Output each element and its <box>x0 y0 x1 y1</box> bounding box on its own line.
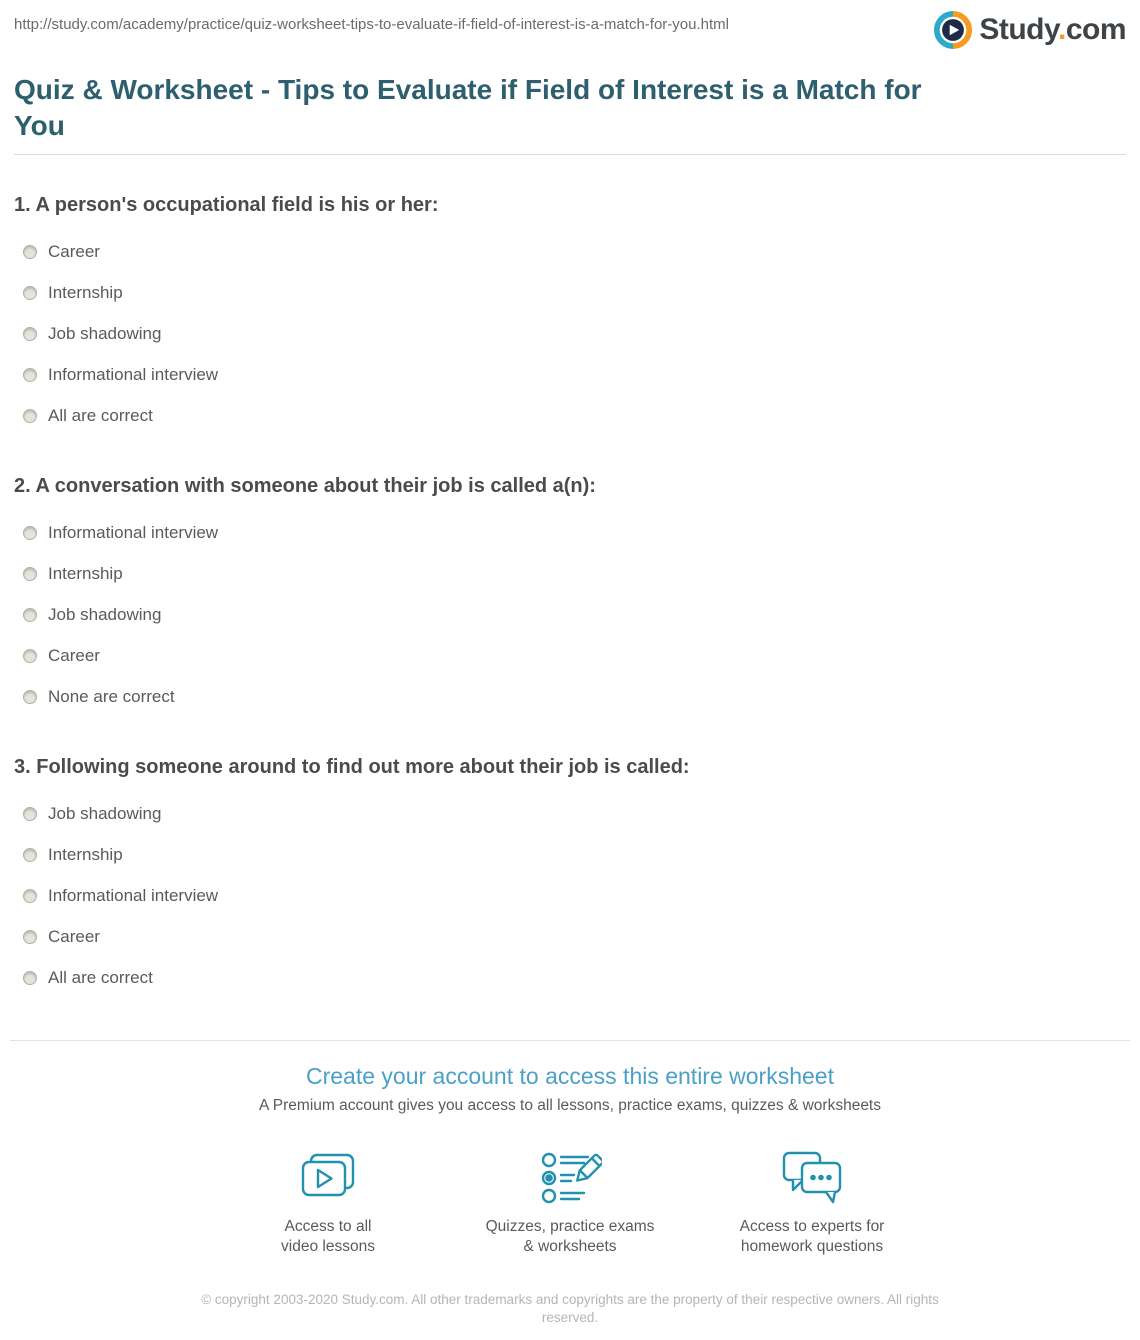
logo-word: Study <box>979 13 1058 46</box>
feature-expert-help <box>705 1143 919 1257</box>
question-1-heading <box>14 193 1126 217</box>
study-play-icon <box>934 11 972 49</box>
video-lessons-icon <box>221 1143 435 1207</box>
option-label[interactable]: Internship <box>48 845 123 864</box>
radio-button[interactable] <box>23 608 37 622</box>
radio-button[interactable] <box>23 409 37 423</box>
option-label[interactable]: None are correct <box>48 687 175 706</box>
option-row[interactable] <box>14 395 1126 436</box>
question-1-options <box>14 231 1126 436</box>
feature-label <box>705 1217 919 1257</box>
radio-button[interactable] <box>23 368 37 382</box>
feature-label-line1: Access to all <box>284 1218 372 1235</box>
option-row[interactable] <box>14 834 1126 875</box>
option-label[interactable]: Internship <box>48 564 123 583</box>
feature-label-line1: Quizzes, practice exams <box>485 1218 655 1235</box>
option-row[interactable] <box>14 957 1126 998</box>
create-account-link[interactable]: Create your account to access this entire worksheet <box>306 1063 834 1089</box>
premium-subheading: A Premium account gives you access to all lessons, practice exams, quizzes & worksheets <box>259 1097 881 1114</box>
feature-label <box>463 1217 677 1257</box>
feature-label-line2: video lessons <box>281 1238 375 1255</box>
page-url: http://study.com/academy/practice/quiz-worksheet-tips-to-evaluate-if-field-of-interest-is-a-match-for-you.html <box>14 16 729 33</box>
feature-label-line2: & worksheets <box>523 1238 617 1255</box>
question-text: Following someone around to find out more about their job is called: <box>36 756 690 778</box>
question-2-heading <box>14 474 1126 498</box>
radio-button[interactable] <box>23 526 37 540</box>
option-label[interactable]: Informational interview <box>48 523 219 542</box>
question-2 <box>14 474 1126 717</box>
question-number: 3. <box>14 756 31 778</box>
copyright-notice: © copyright 2003-2020 Study.com. All other trademarks and copyrights are the property of their respective owners. All rights reserved. <box>201 1292 939 1325</box>
experts-chat-icon <box>705 1143 919 1207</box>
option-row[interactable] <box>14 916 1126 957</box>
option-row[interactable] <box>14 512 1126 553</box>
cta-divider <box>10 1040 1130 1041</box>
feature-label <box>221 1217 435 1257</box>
option-row[interactable] <box>14 793 1126 834</box>
option-row[interactable] <box>14 313 1126 354</box>
option-row[interactable] <box>14 553 1126 594</box>
feature-label-line1: Access to experts for <box>739 1218 885 1235</box>
radio-button[interactable] <box>23 327 37 341</box>
option-label[interactable]: Career <box>48 927 100 946</box>
question-3-heading <box>14 755 1126 779</box>
option-label[interactable]: Informational interview <box>48 886 219 905</box>
radio-button[interactable] <box>23 690 37 704</box>
option-label[interactable]: All are correct <box>48 406 153 425</box>
study-logo[interactable] <box>934 10 1126 50</box>
feature-label-line2: homework questions <box>740 1238 884 1255</box>
question-2-options <box>14 512 1126 717</box>
page-title: Quiz & Worksheet - Tips to Evaluate if Field of Interest is a Match for You <box>14 74 922 141</box>
question-text: A conversation with someone about their job is called a(n): <box>35 475 596 497</box>
question-number: 1. <box>14 194 31 216</box>
option-label[interactable]: Job shadowing <box>48 605 162 624</box>
option-row[interactable] <box>14 231 1126 272</box>
quizzes-worksheets-icon <box>463 1143 677 1207</box>
radio-button[interactable] <box>23 567 37 581</box>
option-label[interactable]: Internship <box>48 283 123 302</box>
question-3-options <box>14 793 1126 998</box>
option-row[interactable] <box>14 594 1126 635</box>
radio-button[interactable] <box>23 807 37 821</box>
radio-button[interactable] <box>23 245 37 259</box>
question-1 <box>14 193 1126 436</box>
option-label[interactable]: Career <box>48 646 100 665</box>
logo-dot: . <box>1057 13 1066 46</box>
radio-button[interactable] <box>23 649 37 663</box>
question-3 <box>14 755 1126 998</box>
option-row[interactable] <box>14 875 1126 916</box>
radio-button[interactable] <box>23 971 37 985</box>
option-label[interactable]: Career <box>48 242 100 261</box>
question-text: A person's occupational field is his or her: <box>35 194 439 216</box>
radio-button[interactable] <box>23 286 37 300</box>
feature-video-lessons <box>221 1143 435 1257</box>
feature-quizzes-worksheets <box>463 1143 677 1257</box>
option-row[interactable] <box>14 272 1126 313</box>
option-label[interactable]: Job shadowing <box>48 804 162 823</box>
option-label[interactable]: All are correct <box>48 968 153 987</box>
cta-section <box>0 1063 1140 1257</box>
radio-button[interactable] <box>23 848 37 862</box>
logo-tld: com <box>1065 13 1126 46</box>
top-bar <box>0 0 1140 50</box>
question-number: 2. <box>14 475 31 497</box>
title-divider <box>14 154 1126 155</box>
features-row <box>0 1143 1140 1257</box>
option-label[interactable]: Job shadowing <box>48 324 162 343</box>
option-row[interactable] <box>14 635 1126 676</box>
option-row[interactable] <box>14 676 1126 717</box>
radio-button[interactable] <box>23 930 37 944</box>
option-row[interactable] <box>14 354 1126 395</box>
radio-button[interactable] <box>23 889 37 903</box>
option-label[interactable]: Informational interview <box>48 365 219 384</box>
logo-wordmark <box>979 10 1126 50</box>
